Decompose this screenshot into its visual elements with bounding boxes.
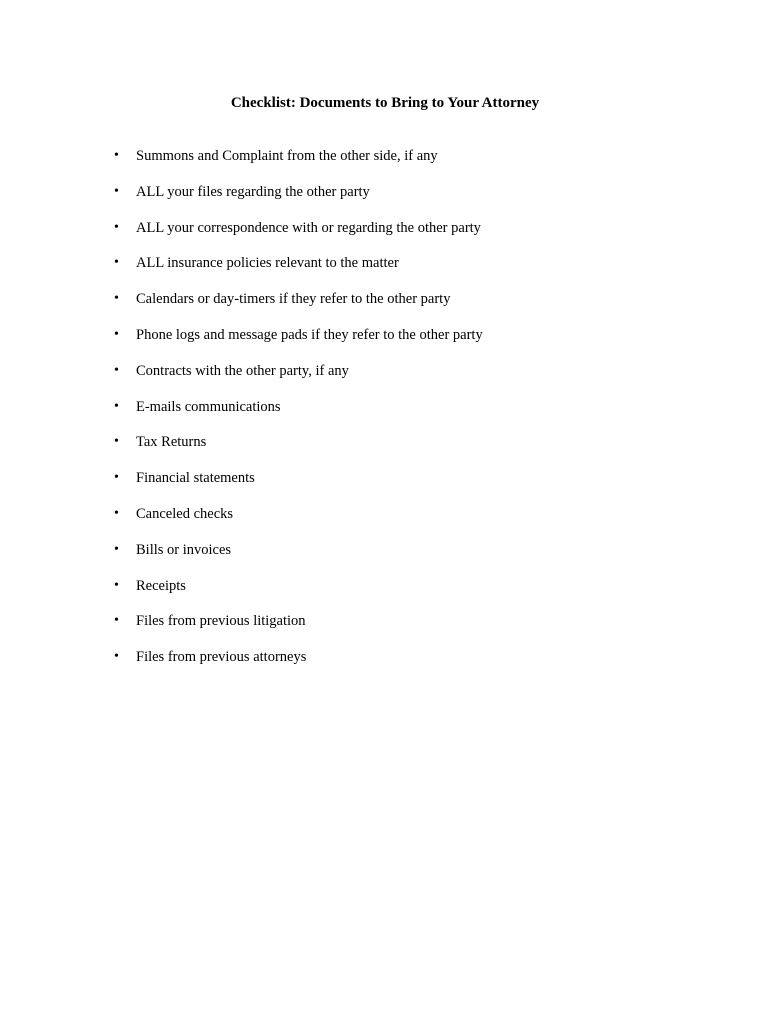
list-item-text: Tax Returns: [136, 434, 207, 451]
bullet-icon: •: [114, 219, 119, 235]
list-item-text: E-mails communications: [136, 398, 281, 415]
list-item-text: Calendars or day-timers if they refer to the other party: [136, 291, 451, 308]
list-item-text: Phone logs and message pads if they refer to the other party: [136, 326, 483, 343]
bullet-icon: •: [114, 613, 119, 629]
bullet-icon: •: [114, 183, 119, 199]
bullet-icon: •: [114, 291, 119, 307]
bullet-icon: •: [114, 541, 119, 557]
bullet-icon: •: [114, 326, 119, 342]
list-item-text: ALL your correspondence with or regarding the other party: [136, 219, 481, 236]
list-item-text: Financial statements: [136, 470, 255, 487]
bullet-icon: •: [114, 470, 119, 486]
bullet-icon: •: [114, 577, 119, 593]
list-item-text: Receipts: [136, 577, 186, 594]
bullet-icon: •: [114, 148, 119, 163]
bullet-icon: •: [114, 255, 119, 271]
list-item-text: Canceled checks: [136, 505, 234, 522]
list-item-text: ALL insurance policies relevant to the matter: [136, 255, 399, 272]
list-item-text: Contracts with the other party, if any: [136, 362, 349, 379]
bullet-icon: •: [114, 362, 119, 378]
list-item-text: Bills or invoices: [136, 541, 232, 558]
page-title: Checklist: Documents to Bring to Your Attorney: [230, 95, 540, 111]
bullet-icon: •: [114, 398, 119, 414]
bullet-icon: •: [114, 649, 119, 665]
list-item-text: Files from previous litigation: [136, 613, 306, 630]
list-item-text: Summons and Complaint from the other side, if any: [136, 148, 438, 164]
bullet-icon: •: [114, 505, 119, 521]
list-item-text: Files from previous attorneys: [136, 649, 307, 666]
bullet-icon: •: [114, 434, 119, 450]
list-item-text: ALL your files regarding the other party: [136, 183, 370, 200]
